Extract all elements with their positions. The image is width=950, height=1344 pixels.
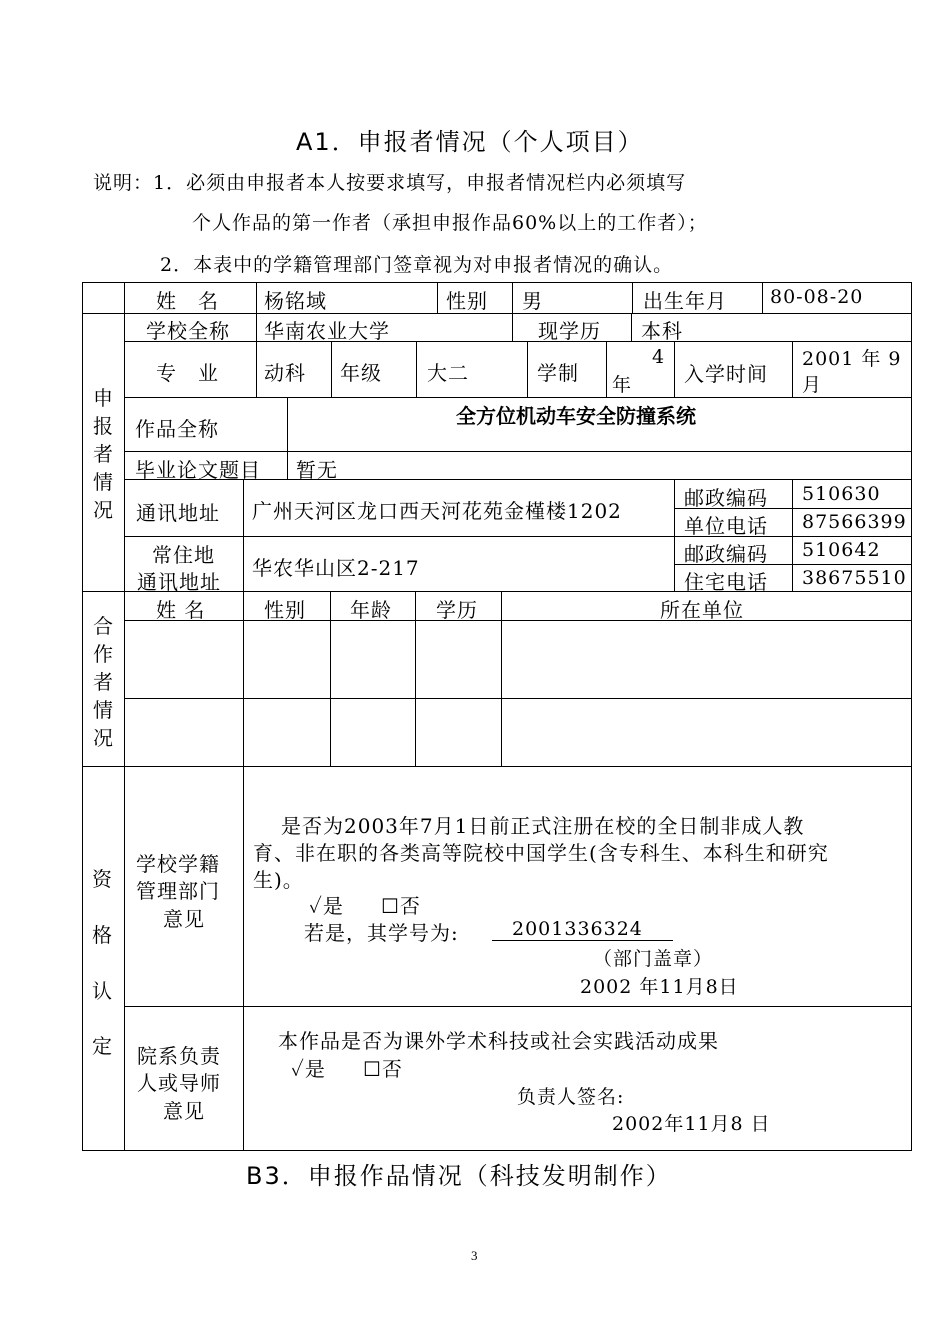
dept-question: 本作品是否为课外学术科技或社会实践活动成果 [278,1029,719,1053]
school-opinion-label-3: 意见 [163,907,205,931]
edu-value: 本科 [641,319,683,343]
qualification-question-3: 生)。 [253,868,304,892]
date-1: 2002 年11月8日 [580,976,739,998]
coop-header-unit: 所在单位 [660,598,744,622]
gender-label: 性别 [446,289,488,313]
coop-header-age: 年龄 [350,598,392,622]
page-number: 3 [471,1248,478,1263]
student-no-label: 若是，其学号为: [304,921,459,945]
work-title: 全方位机动车安全防撞系统 [456,404,696,428]
birth-label: 出生年月 [643,289,727,313]
name-value: 杨铭域 [264,289,327,313]
perm-addr-value: 华农华山区2-217 [252,556,420,580]
school-value: 华南农业大学 [264,319,390,343]
perm-label-2: 通讯地址 [137,570,221,594]
note-line-2: 个人作品的第一作者（承担申报作品60%以上的工作者）； [192,212,708,234]
major-value: 动科 [264,361,306,385]
qualification-question-1: 是否为2003年7月1日前正式注册在校的全日制非成人教 [281,814,805,838]
no-checkbox[interactable]: ☐否 [381,894,421,918]
enroll-line-1: 2001 年 9 [802,348,902,370]
system-label: 学制 [537,361,579,385]
student-no-value: 2001336324 [492,918,673,941]
applicant-section-label: 申报者情况 [93,386,113,522]
dept-opinion-label-1: 院系负责 [137,1044,221,1068]
school-opinion-label-2: 管理部门 [136,879,220,903]
post-value: 510630 [802,483,881,505]
yes-checkbox[interactable]: ✓是 [309,894,344,918]
post2-label: 邮政编码 [684,542,768,566]
sign-label: 负责人签名: [517,1086,625,1108]
gender-value: 男 [522,289,543,313]
grade-label: 年级 [340,361,382,385]
thesis-value: 暂无 [296,458,338,482]
enroll-line-2: 月 [802,374,823,396]
major-label: 专 业 [156,361,219,385]
school-opinion-label-1: 学校学籍 [136,852,220,876]
addr-label: 通讯地址 [136,501,220,525]
edu-label: 现学历 [538,319,601,343]
post-label: 邮政编码 [684,486,768,510]
coop-header-gender: 性别 [264,598,306,622]
unit-phone-label: 单位电话 [684,514,768,538]
addr-value: 广州天河区龙口西天河花苑金槿楼1202 [252,499,622,523]
yes-checkbox-2[interactable]: ✓是 [291,1057,326,1081]
enroll-label: 入学时间 [684,362,768,386]
birth-value: 80-08-20 [770,286,864,308]
date-2: 2002年11月8 日 [612,1113,771,1135]
system-unit: 年 [612,374,633,396]
page-title: A1．申报者情况（个人项目） [296,128,644,156]
unit-phone-value: 87566399 [802,511,907,533]
thesis-label: 毕业论文题目 [135,458,261,482]
qualification-label-4: 定 [92,1034,113,1058]
home-phone-value: 38675510 [802,567,907,589]
school-label: 学校全称 [146,319,230,343]
qualification-question-2: 育、非在职的各类高等院校中国学生(含专科生、本科生和研究 [253,841,829,865]
grade-value: 大二 [427,361,469,385]
stamp-label: （部门盖章） [593,948,714,970]
note-line-1: 说明：1．必须由申报者本人按要求填写，申报者情况栏内必须填写 [93,172,687,194]
work-label: 作品全称 [135,417,219,441]
name-label: 姓 名 [156,289,219,313]
dept-opinion-label-3: 意见 [163,1099,205,1123]
post2-value: 510642 [802,539,881,561]
qualification-label-1: 资 [92,867,113,891]
coop-header-name: 姓 名 [156,598,206,622]
cooperator-section-label: 合作者情况 [93,614,113,750]
coop-header-edu: 学历 [436,598,478,622]
note-line-3: 2．本表中的学籍管理部门签章视为对申报者情况的确认。 [160,254,674,276]
next-section-title: B3．申报作品情况（科技发明制作） [246,1162,672,1190]
system-number: 4 [652,346,666,368]
qualification-label-2: 格 [92,923,113,947]
no-checkbox-2[interactable]: ☐否 [363,1057,403,1081]
qualification-label-3: 认 [92,979,113,1003]
home-phone-label: 住宅电话 [684,570,768,594]
dept-opinion-label-2: 人或导师 [137,1071,221,1095]
perm-label-1: 常住地 [152,543,215,567]
